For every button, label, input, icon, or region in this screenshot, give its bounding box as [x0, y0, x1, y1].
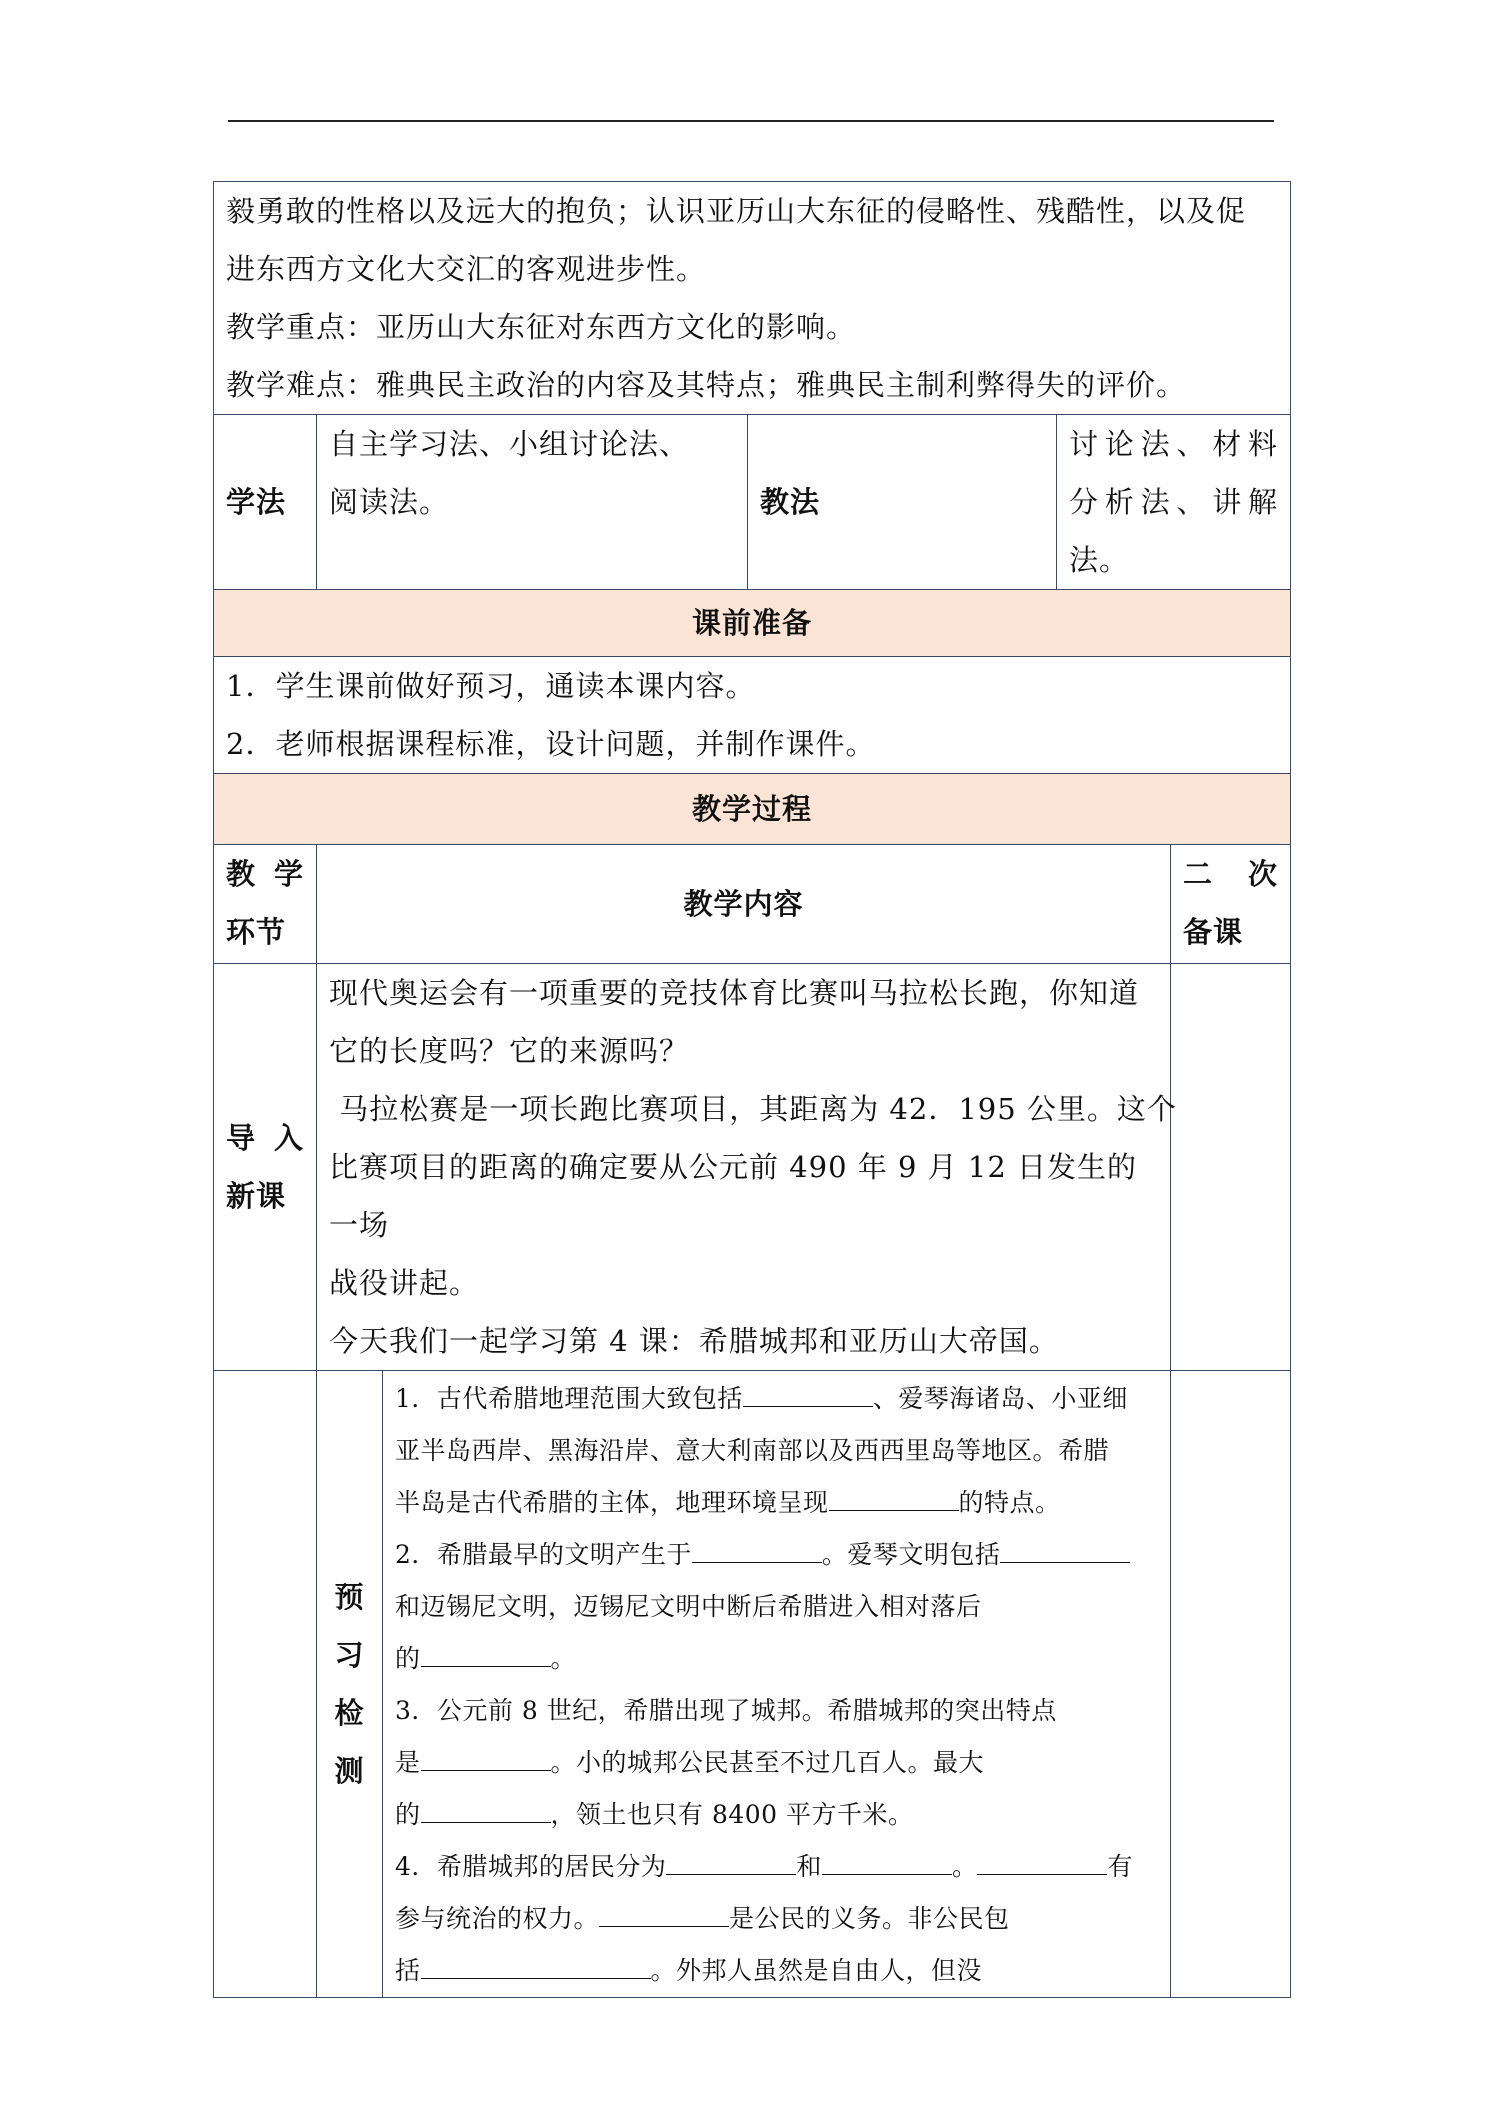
preview-label-char-2: 习 [334, 1638, 365, 1672]
q4-blank-3[interactable] [977, 1844, 1107, 1875]
question-4-line-2 [383, 1893, 1170, 1945]
q4-blank-2[interactable] [822, 1844, 952, 1875]
q4-blank-1[interactable] [666, 1844, 796, 1875]
prep-header-cell [214, 590, 1291, 657]
study-method-line-2: 阅读法。 [329, 485, 450, 519]
content-column-header [317, 845, 1171, 964]
q4-text-a: 4．希腊城邦的居民分为 [395, 1852, 667, 1881]
intro-line-1: 现代奥运会有一项重要的竞技体育比赛叫马拉松长跑，你知道 [329, 976, 1140, 1010]
preview-stage-cell [214, 1371, 317, 1998]
q4-blank-5[interactable] [421, 1948, 651, 1979]
preview-label-char-1: 预 [334, 1580, 365, 1614]
q2-blank-1[interactable] [692, 1532, 822, 1563]
intro-content-cell [317, 964, 1177, 1371]
q4-text-d: 有 [1107, 1852, 1133, 1881]
prep-item-2: 2．老师根据课程标准，设计问题，并制作课件。 [226, 727, 876, 761]
q3-blank-1[interactable] [421, 1740, 551, 1771]
objectives-cell [214, 182, 1291, 415]
intro-stage-line-1: 导 入 [226, 1121, 304, 1155]
prep-items-cell [214, 657, 1291, 774]
study-method-line-1: 自主学习法、小组讨论法、 [329, 427, 690, 461]
question-2-line-3 [383, 1633, 1170, 1685]
lesson-plan-table [213, 181, 1291, 1998]
q1-text-a: 1．古代希腊地理范围大致包括 [395, 1384, 743, 1413]
question-1-line-3 [383, 1477, 1170, 1529]
objectives-row [214, 182, 1291, 415]
stage-column-header [214, 845, 317, 964]
q3-blank-2[interactable] [421, 1792, 551, 1823]
stage-column-line-2: 环节 [226, 915, 287, 949]
q3-text-e: ，领土也只有 8400 平方千米。 [550, 1800, 914, 1829]
q3-text-d: 的 [395, 1800, 421, 1829]
q1-text-d: 半岛是古代希腊的主体，地理环境呈现 [395, 1488, 829, 1517]
prep-header-row [214, 590, 1291, 657]
process-header: 教学过程 [692, 792, 813, 826]
question-1-line-2: 亚半岛西岸、黑海沿岸、意大利南部以及西西里岛等地区。希腊 [395, 1436, 1110, 1465]
teach-method-line-1: 讨论法、材料分析法、讲解 [1069, 427, 1279, 519]
q2-blank-2[interactable] [1000, 1532, 1130, 1563]
intro-second-prep-cell [1171, 964, 1291, 1371]
question-3-line-3 [383, 1789, 1170, 1841]
intro-row [214, 964, 1291, 1371]
second-prep-column-header [1171, 845, 1291, 964]
preview-label-cell [317, 1371, 383, 1998]
preview-label-char-4: 测 [334, 1754, 365, 1788]
intro-line-6: 今天我们一起学习第 4 课：希腊城邦和亚历山大帝国。 [329, 1324, 1059, 1358]
question-3-line-2 [383, 1737, 1170, 1789]
question-4-line-1 [383, 1841, 1170, 1893]
q1-blank-2[interactable] [829, 1480, 959, 1511]
prep-item-1: 1．学生课前做好预习，通读本课内容。 [226, 669, 756, 703]
q1-text-e: 的特点。 [958, 1488, 1061, 1517]
second-prep-line-1: 二 次 [1183, 857, 1279, 891]
q3-text-c: 。小的城邦公民甚至不过几百人。最大 [550, 1748, 985, 1777]
teach-method-label: 教法 [760, 485, 821, 519]
intro-stage-cell [214, 964, 317, 1371]
question-1-line-1 [383, 1373, 1170, 1425]
difficult-point: 教学难点：雅典民主政治的内容及其特点；雅典民主制利弊得失的评价。 [226, 368, 1187, 402]
preview-second-prep-cell [1171, 1371, 1291, 1998]
study-method-label-cell [214, 415, 317, 590]
q2-text-a: 2．希腊最早的文明产生于 [395, 1540, 692, 1569]
q4-text-h: 。外邦人虽然是自由人，但没 [650, 1956, 983, 1985]
preview-label-char-3: 检 [334, 1696, 365, 1730]
second-prep-line-2: 备课 [1183, 915, 1244, 949]
methods-row [214, 415, 1291, 590]
q1-text-b: 、爱琴海诸岛、小亚细 [872, 1384, 1128, 1413]
preview-row [214, 1371, 1291, 1998]
q2-text-b: 。爱琴文明包括 [821, 1540, 1001, 1569]
intro-line-3: 马拉松赛是一项长跑比赛项目，其距离为 42．195 公里。这个 [329, 1092, 1177, 1126]
header-rule [228, 120, 1274, 122]
q1-blank-1[interactable] [743, 1376, 873, 1407]
process-header-cell [214, 774, 1291, 845]
process-header-row [214, 774, 1291, 845]
prep-items-row [214, 657, 1291, 774]
q4-text-c: 。 [951, 1852, 978, 1881]
q2-text-e: 。 [550, 1644, 577, 1673]
study-method-label: 学法 [226, 485, 287, 519]
q4-text-g: 括 [395, 1956, 421, 1985]
question-2-line-2: 和迈锡尼文明，迈锡尼文明中断后希腊进入相对落后 [395, 1592, 982, 1621]
teach-method-line-2: 法。 [1069, 543, 1130, 577]
q4-text-f: 是公民的义务。非公民包 [729, 1904, 1010, 1933]
prep-header: 课前准备 [692, 606, 813, 640]
q4-blank-4[interactable] [599, 1896, 729, 1927]
question-4-line-3 [383, 1945, 1170, 1997]
q2-blank-3[interactable] [421, 1636, 551, 1667]
q3-text-b: 是 [395, 1748, 421, 1777]
stage-column-line-1: 教 学 [226, 857, 304, 891]
key-point: 教学重点：亚历山大东征对东西方文化的影响。 [226, 310, 857, 344]
teach-method-label-cell [748, 415, 1057, 590]
intro-line-4: 比赛项目的距离的确定要从公元前 490 年 9 月 12 日发生的一场 [329, 1150, 1138, 1242]
q4-text-b: 和 [796, 1852, 822, 1881]
preview-questions-cell [383, 1371, 1171, 1998]
process-columns-row [214, 845, 1291, 964]
teach-method-cell [1057, 415, 1291, 590]
objectives-line-2: 进东西方文化大交汇的客观进步性。 [226, 252, 707, 286]
q4-text-e: 参与统治的权力。 [395, 1904, 600, 1933]
content-column-label: 教学内容 [683, 887, 804, 921]
intro-stage-line-2: 新课 [226, 1179, 287, 1213]
study-method-cell [317, 415, 748, 590]
intro-line-2: 它的长度吗？它的来源吗？ [329, 1034, 690, 1068]
intro-line-5: 战役讲起。 [329, 1266, 480, 1300]
question-3-line-1: 3．公元前 8 世纪，希腊出现了城邦。希腊城邦的突出特点 [395, 1696, 1057, 1725]
objectives-line-1: 毅勇敢的性格以及远大的抱负；认识亚历山大东征的侵略性、残酷性，以及促 [226, 194, 1247, 228]
q2-text-d: 的 [395, 1644, 421, 1673]
question-2-line-1 [383, 1529, 1170, 1581]
